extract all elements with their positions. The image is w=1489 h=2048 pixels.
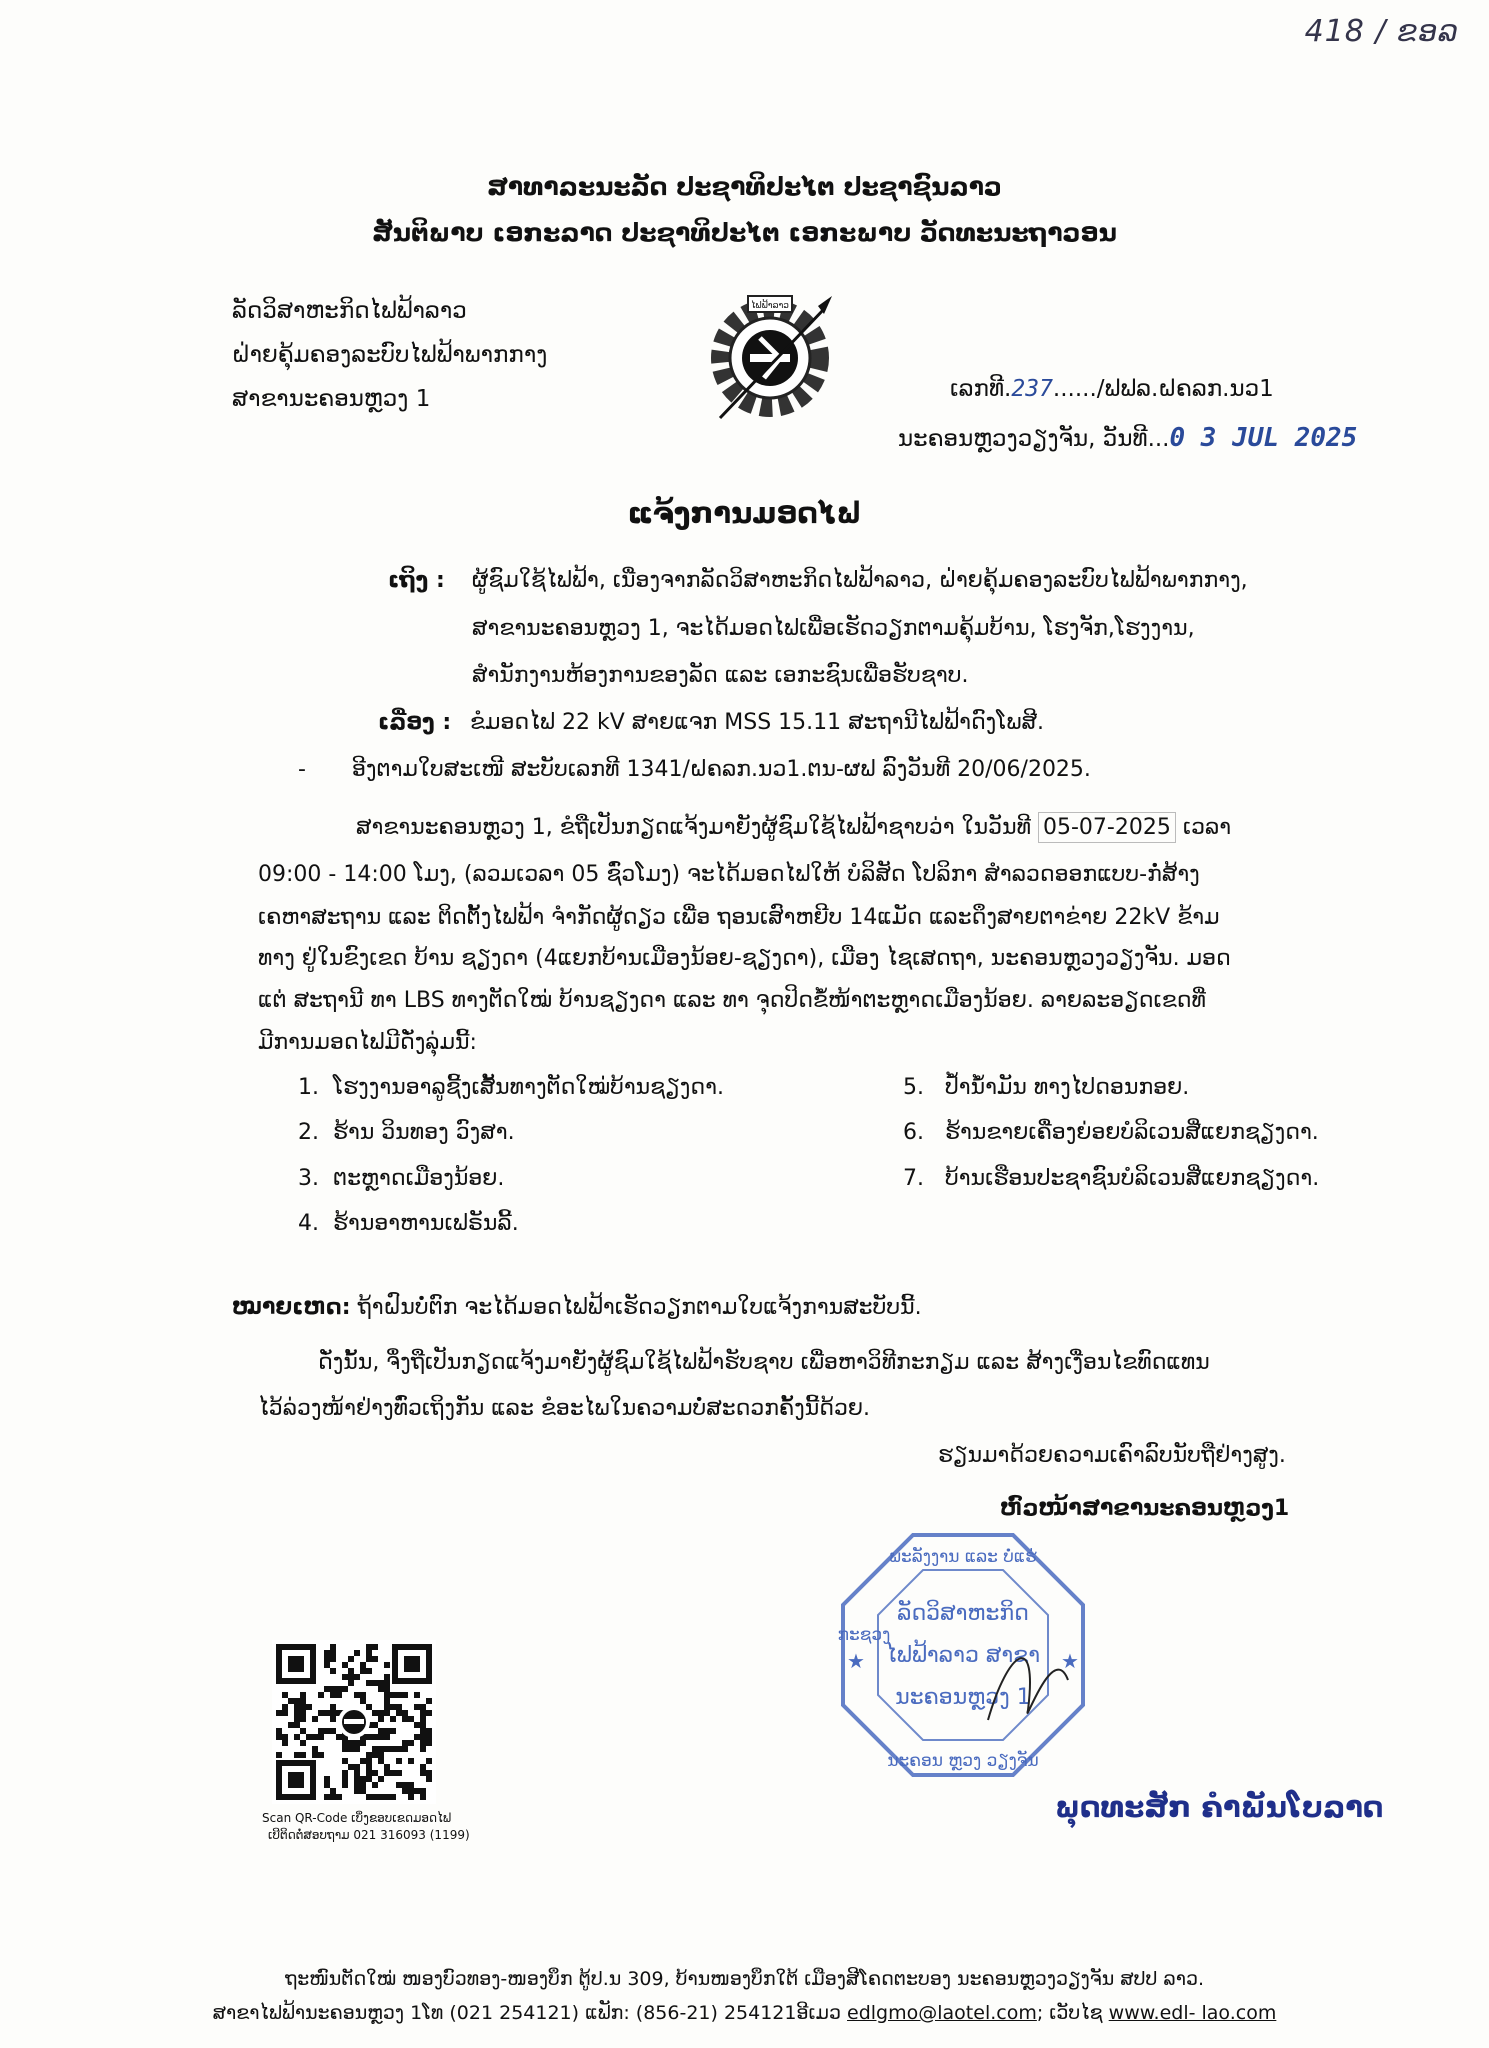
qr-caption-1: Scan QR-Code ເບິ່ງຂອບເຂດມອດໄຟ <box>262 1811 452 1825</box>
body-line-6: ມີການມອດໄຟມີດັ່ງລຸ່ມນີ້: <box>258 1030 477 1055</box>
body-line-3: ເຄຫາສະຖານ ແລະ ຕິດຕັ້ງໄຟຟ້າ ຈຳກັດຜູ້ດຽວ ເພື່ອ ຖອນເສົາຫຍີບ 14ແມັດ ແລະດຶງສາຍຕາຂ່າຍ 22kV ຂ້າມ <box>258 905 1220 930</box>
official-stamp <box>838 1530 1088 1780</box>
subject-label: ເລື່ອງ : <box>378 710 452 735</box>
republic-heading: ສາທາລະນະລັດ ປະຊາທິປະໄຕ ປະຊາຊົນລາວ <box>487 172 1002 201</box>
edl-logo <box>700 288 840 428</box>
national-motto: ສັນຕິພາບ ເອກະລາດ ປະຊາທິປະໄຕ ເອກະພາບ ວັດທະນະຖາວອນ <box>372 218 1117 247</box>
signatory-name: ພຸດທະສັກ ຄຳພັນໂບລາດ <box>1055 1790 1384 1824</box>
closing-line-2: ໄວ້ລ່ວງໜ້າຢ່າງທົ່ວເຖິງກັນ ແລະ ຂໍອະໄພໃນຄວາມບໍ່ສະດວກຄັ້ງນີ້ດ້ວຍ. <box>258 1396 871 1421</box>
footer-website-link[interactable]: www.edl- lao.com <box>1108 2002 1277 2024</box>
location-item: 4. ຮ້ານອາຫານເຟຣັນລີ້. <box>298 1211 519 1236</box>
notice-title: ແຈ້ງການມອດໄຟ <box>627 496 862 530</box>
to-line-2: ສາຂານະຄອນຫຼວງ 1, ຈະໄດ້ມອດໄຟເພື່ອເຮັດວຽກຕາມຄຸ້ມບ້ານ, ໂຮງຈັກ,ໂຮງງານ, <box>472 616 1195 641</box>
body-line-1-b: ເວລາ <box>1182 815 1232 840</box>
stamp-line-3: ນະຄອນຫຼວງ 1 <box>895 1685 1031 1710</box>
body-line-4: ທາງ ຢູ່ໃນຂົງເຂດ ບ້ານ ຊຽງດາ (4ແຍກບ້ານເມືອງນ້ອຍ-ຊຽງດາ), ເມືອງ ໄຊເສດຖາ, ນະຄອນຫຼວງວຽງຈັນ. ມອດ <box>258 946 1231 971</box>
body-line-5: ແຕ່ ສະຖານີ ທາ LBS ທາງຕັດໃໝ່ ບ້ານຊຽງດາ ແລະ ທາ ຈຸດປິດຂໍ້ໜ້າຕະຫຼາດເມືອງນ້ອຍ. ລາຍລະອຽດເຂດທີ່ <box>258 988 1206 1013</box>
note-line <box>232 1295 922 1320</box>
body-line-2: 09:00 - 14:00 ໂມງ, (ລວມເວລາ 05 ຊົ່ວໂມງ) ຈະໄດ້ມອດໄຟໃຫ້ ບໍລິສັດ ໂປລິກາ ສຳລວດອອກແບບ-ກໍ່ສ້າງ <box>258 862 1200 887</box>
org-line-1: ລັດວິສາຫະກິດໄຟຟ້າລາວ <box>232 298 467 324</box>
ref-prefix: ເລກທີ. <box>950 376 1012 402</box>
location-item: 2. ຮ້ານ ວິນທອງ ວົງສາ. <box>298 1120 515 1145</box>
ref-number: 237 <box>1011 376 1053 402</box>
qr-code[interactable] <box>272 1640 436 1804</box>
footer-contact-a: ສາຂາໄຟຟ້ານະຄອນຫຼວງ 1ໂທ (021 254121) ແຟັກ: (856-21) 254121ອີເມວ <box>212 2002 841 2024</box>
location-item: 6. ຮ້ານຂາຍເຄື່ອງຍ່ອຍບໍລິເວນສີ່ແຍກຊຽງດາ. <box>903 1120 1319 1145</box>
signatory-title: ຫົວໜ້າສາຂານະຄອນຫຼວງ1 <box>1000 1496 1290 1521</box>
reference-text: ອີງຕາມໃບສະເໜີ ສະບັບເລກທີ 1341/ຝຄລກ.ນວ1.ຕນ-ຜຟ ລົງວັນທີ 20/06/2025. <box>352 757 1091 782</box>
closing-line-1: ດັ່ງນັ້ນ, ຈຶ່ງຖືເປັນກຽດແຈ້ງມາຍັງຜູ້ຊົມໃຊ້ໄຟຟ້າຮັບຊາບ ເພື່ອຫາວິທີກະກຽມ ແລະ ສ້າງເງື່ອນໄຂທົດແທນ <box>318 1350 1210 1375</box>
location-item: 5. ປ້ຳນ້ຳມັນ ທາງໄປດອນກອຍ. <box>903 1075 1190 1100</box>
body-line-1 <box>356 815 1231 840</box>
body-line-1-a: ສາຂານະຄອນຫຼວງ 1, ຂໍຖືເປັນກຽດແຈ້ງມາຍັງຜູ້ຊົມໃຊ້ໄຟຟ້າຊາບວ່າ ໃນວັນທີ <box>356 815 1031 840</box>
footer-contact <box>0 2002 1489 2024</box>
subject-text: ຂໍມອດໄຟ 22 kV ສາຍແຈກ MSS 15.11 ສະຖານີໄຟຟ້າດົງໂພສີ. <box>470 710 1044 735</box>
place-date-line <box>898 423 1357 453</box>
star-icon: ★ <box>1061 1649 1079 1673</box>
org-line-2: ຝ່າຍຄຸ້ມຄອງລະບົບໄຟຟ້າພາກກາງ <box>232 342 548 368</box>
qr-caption-2: ເບີຕິດຕໍ່ສອບຖາມ 021 316093 (1199) <box>268 1828 470 1842</box>
date-stamp: 0 3 JUL 2025 <box>1169 423 1358 453</box>
ref-suffix: ....../ຟຟລ.ຝຄລກ.ນວ1 <box>1052 376 1274 402</box>
stamp-ring-bottom: ນະຄອນ ຫຼວງ ວຽງຈັນ <box>887 1751 1039 1771</box>
location-item: 1. ໂຮງງານອາລູຊີ້ງເສັ້ນທາງຕັດໃໝ່ບ້ານຊຽງດາ. <box>298 1075 724 1100</box>
outage-date: 05-07-2025 <box>1038 812 1176 843</box>
footer-email-link[interactable]: edlgmo@laotel.com <box>847 2002 1037 2024</box>
location-item: 3. ຕະຫຼາດເມືອງນ້ອຍ. <box>298 1166 505 1191</box>
reference-number-line <box>950 376 1274 402</box>
stamp-line-1: ລັດວິສາຫະກິດ <box>897 1601 1029 1626</box>
reference-dash: - <box>298 757 306 782</box>
org-line-3: ສາຂານະຄອນຫຼວງ 1 <box>232 386 431 412</box>
footer-address: ຖະໜົນຕັດໃໝ່ ໜອງບົວທອງ-ໜອງບຶກ ຕູ້ປ.ນ 309, ບ້ານໜອງບຶກໃຕ້ ເມືອງສີໂຄດຕະບອງ ນະຄອນຫຼວງວຽງຈັນ ສປປ ລາວ. <box>284 1968 1205 1990</box>
to-line-3: ສຳນັກງານຫ້ອງການຂອງລັດ ແລະ ເອກະຊົນເພື່ອຮັບຊາບ. <box>472 663 969 688</box>
footer-contact-b: ; ເວັບໄຊ <box>1036 2002 1103 2024</box>
stamp-ring-left: ກະຊວງ <box>838 1625 891 1645</box>
stamp-line-2: ໄຟຟ້າລາວ ສາຂາ <box>885 1643 1041 1668</box>
svg-text:ໄຟຟ້າລາວ: ໄຟຟ້າລາວ <box>750 301 790 311</box>
date-prefix: ນະຄອນຫຼວງວຽງຈັນ, ວັນທີ... <box>898 426 1170 452</box>
regards-line: ຮຽນມາດ້ວຍຄວາມເຄົາລົບນັບຖືຢ່າງສູງ. <box>938 1443 1286 1468</box>
to-label: ເຖິງ : <box>388 568 445 593</box>
location-item: 7. ບ້ານເຮືອນປະຊາຊົນບໍລິເວນສີ່ແຍກຊຽງດາ. <box>903 1166 1320 1191</box>
note-text: ຖ້າຝົນບໍ່ຕົກ ຈະໄດ້ມອດໄຟຟ້າເຮັດວຽກຕາມໃບແຈ້ງການສະບັບນີ້. <box>357 1295 922 1320</box>
corner-handwritten-note: 418 / ຂອລ <box>1304 14 1459 49</box>
star-icon: ★ <box>847 1649 865 1673</box>
note-label: ໝາຍເຫດ: <box>232 1295 351 1320</box>
to-line-1: ຜູ້ຊົມໃຊ້ໄຟຟ້າ, ເນື່ອງຈາກລັດວິສາຫະກິດໄຟຟ້າລາວ, ຝ່າຍຄຸ້ມຄອງລະບົບໄຟຟ້າພາກກາງ, <box>472 568 1248 593</box>
stamp-ring-top: ພະລັງງານ ແລະ ບໍ່ແຮ່ <box>889 1547 1037 1567</box>
